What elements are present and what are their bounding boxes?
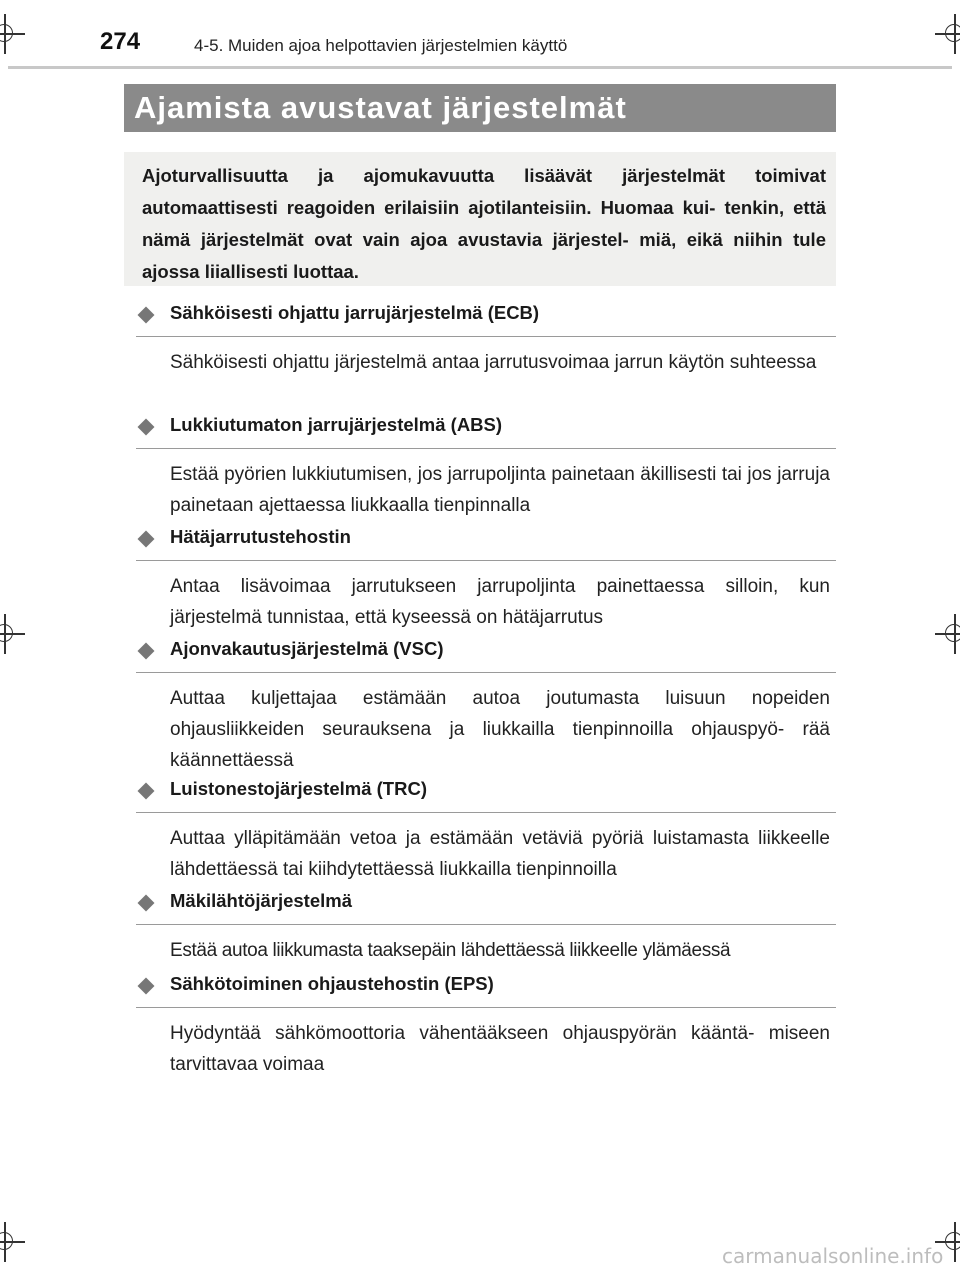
list-item: [136, 638, 836, 776]
diamond-bullet-icon: [138, 643, 155, 660]
crop-mark-icon: [941, 1228, 960, 1256]
list-item: [136, 973, 836, 1080]
crop-mark-icon: [0, 620, 19, 648]
header-divider: [8, 66, 952, 69]
section-title: 4-5. Muiden ajoa helpottavien järjestelmien käyttö: [194, 36, 568, 55]
diamond-bullet-icon: [138, 307, 155, 324]
item-heading: [136, 526, 836, 561]
intro-box: [124, 152, 836, 286]
list-item: [136, 890, 836, 966]
item-title: Mäkilähtöjärjestelmä: [170, 890, 352, 911]
diamond-bullet-icon: [138, 978, 155, 995]
crop-mark-icon: [941, 20, 960, 48]
diamond-bullet-icon: [138, 783, 155, 800]
title-band: [124, 84, 836, 132]
item-body: Estää autoa liikkumasta taaksepäin lähdettäessä liikkeelle ylämäessä: [170, 940, 731, 961]
item-title: Sähköisesti ohjattu jarrujärjestelmä (ECB): [170, 302, 540, 323]
item-title: Sähkötoiminen ohjaustehostin (EPS): [170, 973, 494, 994]
diamond-bullet-icon: [138, 531, 155, 548]
intro-text: Ajoturvallisuutta ja ajomukavuutta lisäävät järjestelmät toimivat automaattisesti reagoiden erilaisiin ajotilanteisiin. Huomaa kui- tenkin, että nämä järjestelmät ovat vain ajoa avustavia järjestel- miä, eikä niihin tule ajossa liiallisesti luottaa.: [142, 165, 826, 282]
crop-mark-icon: [941, 620, 960, 648]
watermark: carmanualsonline.info: [722, 1244, 944, 1268]
diamond-bullet-icon: [138, 419, 155, 436]
item-body: Antaa lisävoimaa jarrutukseen jarrupoljinta painettaessa silloin, kun järjestelmä tunnistaa, että kyseessä on hätäjarrutus: [170, 576, 830, 628]
item-heading: [136, 414, 836, 449]
item-body: Auttaa kuljettajaa estämään autoa joutumasta luisuun nopeiden ohjausliikkeiden seurauksena ja liukkailla tienpinnoilla ohjauspyö- rää käännettäessä: [170, 688, 830, 771]
page-title: Ajamista avustavat järjestelmät: [134, 90, 627, 125]
item-heading: [136, 638, 836, 673]
crop-mark-icon: [0, 20, 19, 48]
item-title: Luistonestojärjestelmä (TRC): [170, 778, 427, 799]
item-heading: [136, 973, 836, 1008]
list-item: [136, 526, 836, 633]
item-body: Hyödyntää sähkömoottoria vähentääkseen ohjauspyörän kääntä- miseen tarvittavaa voimaa: [170, 1023, 830, 1075]
diamond-bullet-icon: [138, 895, 155, 912]
item-title: Ajonvakautusjärjestelmä (VSC): [170, 638, 444, 659]
list-item: [136, 778, 836, 885]
crop-mark-icon: [0, 1228, 19, 1256]
list-item: [136, 414, 836, 521]
item-body: Auttaa ylläpitämään vetoa ja estämään vetäviä pyöriä luistamasta liikkeelle lähdettäessä tai kiihdytettäessä liukkailla tienpinnoilla: [170, 828, 830, 880]
item-heading: [136, 778, 836, 813]
list-item: [136, 302, 836, 378]
item-body: Sähköisesti ohjattu järjestelmä antaa jarrutusvoimaa jarrun käytön suhteessa: [170, 352, 817, 373]
item-body: Estää pyörien lukkiutumisen, jos jarrupoljinta painetaan äkillisesti tai jos jarruja painetaan ajettaessa liukkaalla tienpinnalla: [170, 464, 830, 516]
item-title: Lukkiutumaton jarrujärjestelmä (ABS): [170, 414, 503, 435]
item-title: Hätäjarrutustehostin: [170, 526, 351, 547]
page-number: 274: [100, 28, 141, 55]
item-heading: [136, 302, 836, 337]
item-heading: [136, 890, 836, 925]
